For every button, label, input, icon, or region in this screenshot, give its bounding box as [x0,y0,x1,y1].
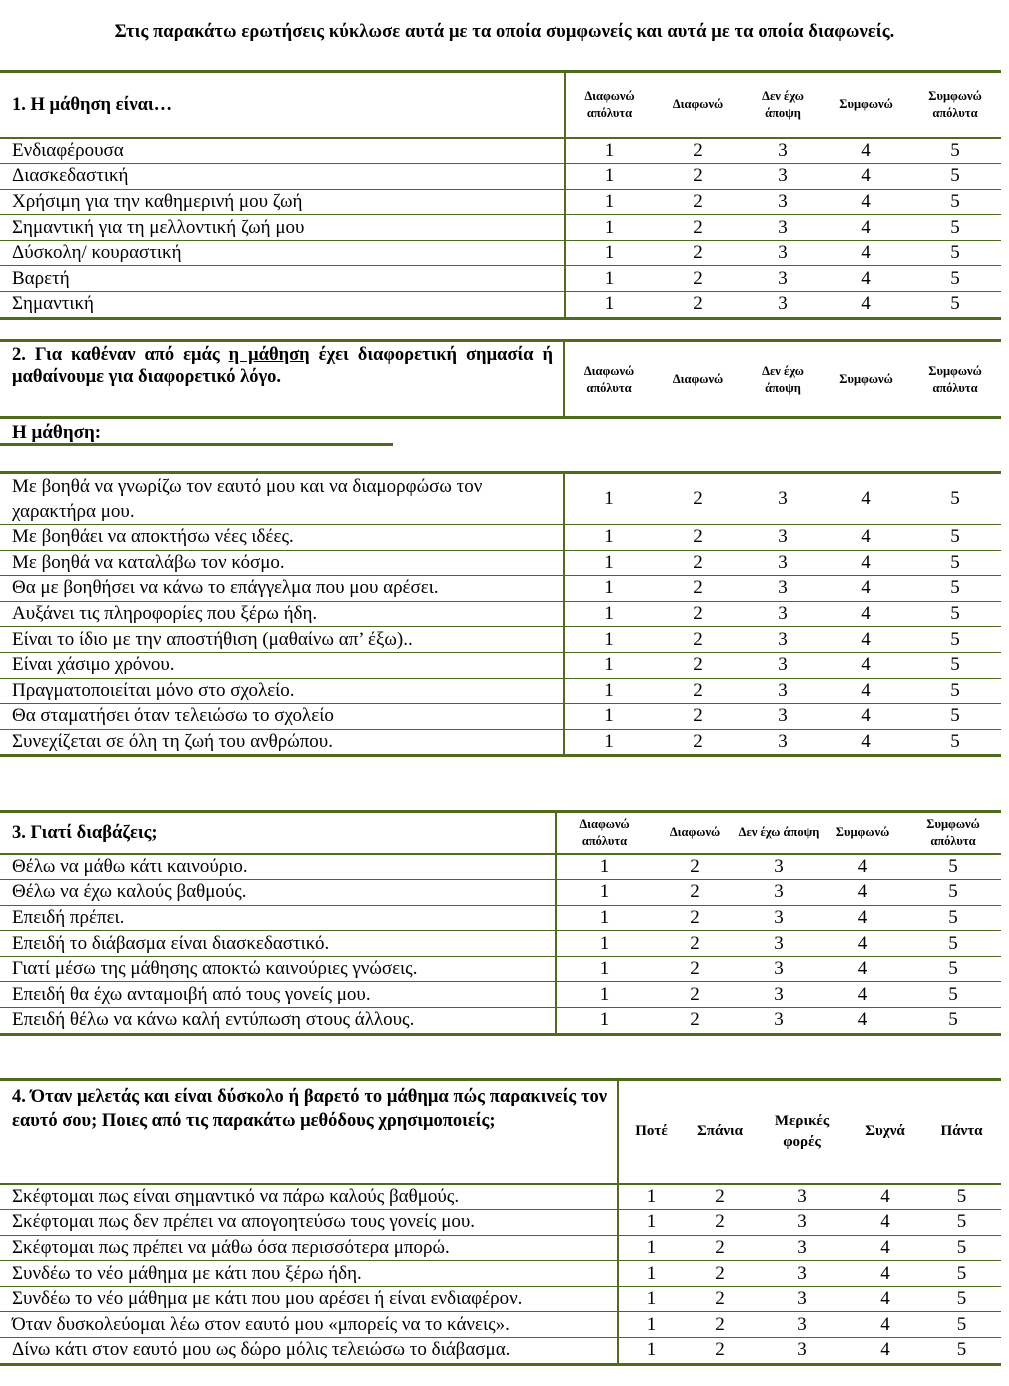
item-statement: Αυξάνει τις πληροφορίες που ξέρω ήδη. [0,601,564,627]
rating-option[interactable]: 2 [653,266,743,292]
rating-option[interactable]: 4 [823,729,909,756]
rating-option[interactable]: 2 [684,1184,756,1210]
item-statement: Διασκεδαστική [0,164,565,190]
rating-option[interactable]: 5 [909,550,1001,576]
scale-header: Σπάνια [684,1080,756,1184]
rating-option[interactable]: 2 [653,601,743,627]
item-statement: Με βοηθά να γνωρίζω τον εαυτό μου και να διαμορφώσω τον χαρακτήρα μου. [0,474,564,525]
rating-option[interactable]: 4 [823,164,909,190]
rating-option[interactable]: 5 [909,601,1001,627]
rating-option[interactable]: 1 [618,1235,684,1261]
rating-option[interactable]: 2 [653,138,743,164]
rating-option[interactable]: 2 [684,1210,756,1236]
section1-title: 1. Η μάθηση είναι… [0,72,565,138]
rating-option[interactable]: 3 [743,474,823,525]
section2-header-rule [0,416,1001,419]
item-row [0,704,1001,730]
rating-option[interactable]: 2 [652,905,738,931]
rating-option[interactable]: 2 [653,576,743,602]
rating-option[interactable]: 4 [848,1261,922,1287]
scale-header: Μερικές φορές [756,1080,848,1184]
item-row [0,525,1001,551]
item-statement: Θέλω να έχω καλούς βαθμούς. [0,880,556,906]
rating-option[interactable]: 1 [564,704,653,730]
rating-option[interactable]: 5 [909,525,1001,551]
rating-option[interactable]: 2 [653,550,743,576]
rating-option[interactable]: 4 [823,138,909,164]
rating-option[interactable]: 2 [653,240,743,266]
item-row [0,1312,1001,1338]
item-row [0,905,1001,931]
rating-option[interactable]: 2 [653,678,743,704]
item-row [0,550,1001,576]
item-statement: Επειδή το διάβασμα είναι διασκεδαστικό. [0,931,556,957]
rating-option[interactable]: 4 [820,982,905,1008]
rating-option[interactable]: 5 [922,1235,1001,1261]
rating-option[interactable]: 2 [653,729,743,756]
item-row [0,854,1001,880]
rating-option[interactable]: 3 [743,550,823,576]
rating-option[interactable]: 1 [565,138,653,164]
scale-header: Δεν έχω άποψη [743,72,823,138]
item-row [0,1008,1001,1035]
rating-option[interactable]: 1 [564,550,653,576]
item-statement: Με βοηθάει να αποκτήσω νέες ιδέες. [0,525,564,551]
item-statement: Επειδή θέλω να κάνω καλή εντύπωση στους άλλους. [0,1008,556,1035]
item-statement: Θα με βοηθήσει να κάνω το επάγγελμα που μου αρέσει. [0,576,564,602]
rating-option[interactable]: 5 [909,164,1001,190]
item-statement: Γιατί μέσω της μάθησης αποκτώ καινούριες γνώσεις. [0,956,556,982]
rating-option[interactable]: 2 [684,1235,756,1261]
rating-option[interactable]: 3 [743,601,823,627]
item-row [0,1338,1001,1365]
rating-option[interactable]: 4 [823,474,909,525]
rating-option[interactable]: 3 [743,704,823,730]
rating-option[interactable]: 2 [684,1312,756,1338]
rating-option[interactable]: 4 [823,627,909,653]
rating-option[interactable]: 4 [848,1338,922,1365]
rating-option[interactable]: 2 [653,704,743,730]
scale-header: Συχνά [848,1080,922,1184]
rating-option[interactable]: 3 [743,292,823,319]
item-statement: Με βοηθά να καταλάβω τον κόσμο. [0,550,564,576]
rating-option[interactable]: 3 [756,1312,848,1338]
rating-option[interactable]: 5 [909,678,1001,704]
section3-title: 3. Γιατί διαβάζεις; [0,812,556,854]
rating-option[interactable]: 5 [909,576,1001,602]
rating-option[interactable]: 1 [565,215,653,241]
item-statement: Συνδέω το νέο μάθημα με κάτι που ξέρω ήδη. [0,1261,618,1287]
rating-option[interactable]: 5 [905,880,1001,906]
rating-option[interactable]: 5 [909,138,1001,164]
rating-option[interactable]: 2 [653,627,743,653]
rating-option[interactable]: 3 [756,1338,848,1365]
scale-header: Διαφωνώ [652,812,738,854]
item-row [0,678,1001,704]
rating-option[interactable]: 2 [653,525,743,551]
rating-option[interactable]: 3 [743,138,823,164]
section3-table [0,810,1001,1036]
item-statement: Δύσκολη/ κουραστική [0,240,565,266]
item-row [0,880,1001,906]
rating-option[interactable]: 2 [653,474,743,525]
rating-option[interactable]: 5 [905,1008,1001,1035]
rating-option[interactable]: 2 [653,164,743,190]
rating-option[interactable]: 3 [743,189,823,215]
rating-option[interactable]: 1 [618,1286,684,1312]
rating-option[interactable]: 4 [820,854,905,880]
rating-option[interactable]: 1 [564,576,653,602]
rating-option[interactable]: 5 [909,215,1001,241]
section2-table [0,471,1001,757]
item-statement: Σκέφτομαι πως πρέπει να μάθω όσα περισσότερα μπορώ. [0,1235,618,1261]
rating-option[interactable]: 5 [922,1312,1001,1338]
rating-option[interactable]: 1 [564,474,653,525]
rating-option[interactable]: 5 [905,905,1001,931]
rating-option[interactable]: 3 [738,905,820,931]
rating-option[interactable]: 2 [652,854,738,880]
item-row [0,627,1001,653]
rating-option[interactable]: 3 [738,880,820,906]
rating-option[interactable]: 5 [922,1261,1001,1287]
rating-option[interactable]: 1 [556,931,652,957]
item-statement: Ενδιαφέρουσα [0,138,565,164]
rating-option[interactable]: 4 [820,1008,905,1035]
rating-option[interactable]: 3 [738,854,820,880]
rating-option[interactable]: 5 [909,474,1001,525]
scale-header: Πάντα [922,1080,1001,1184]
scale-header: Διαφωνώ [653,72,743,138]
item-statement: Βαρετή [0,266,565,292]
rating-option[interactable]: 1 [618,1184,684,1210]
item-statement: Συνδέω το νέο μάθημα με κάτι που μου αρέσει ή είναι ενδιαφέρον. [0,1286,618,1312]
item-statement: Θέλω να μάθω κάτι καινούριο. [0,854,556,880]
rating-option[interactable]: 5 [922,1210,1001,1236]
rating-option[interactable]: 2 [653,189,743,215]
item-statement: Δίνω κάτι στον εαυτό μου ως δώρο μόλις τελειώσω το διάβασμα. [0,1338,618,1365]
section1-table [0,70,1001,320]
item-row [0,266,1001,292]
rating-option[interactable]: 1 [564,525,653,551]
rating-option[interactable]: 1 [565,266,653,292]
rating-option[interactable]: 5 [922,1286,1001,1312]
rating-option[interactable]: 4 [823,525,909,551]
rating-option[interactable]: 1 [565,240,653,266]
scale-header: Δεν έχω άποψη [762,363,804,395]
item-statement: Σημαντική [0,292,565,319]
rating-option[interactable]: 2 [684,1286,756,1312]
rating-option[interactable]: 5 [909,189,1001,215]
item-row [0,215,1001,241]
item-row [0,729,1001,756]
rating-option[interactable]: 4 [823,550,909,576]
rating-option[interactable]: 4 [823,266,909,292]
item-row [0,1184,1001,1210]
item-statement: Πραγματοποιείται μόνο στο σχολείο. [0,678,564,704]
item-statement: Επειδή πρέπει. [0,905,556,931]
rating-option[interactable]: 3 [756,1210,848,1236]
rating-option[interactable]: 2 [652,880,738,906]
item-statement: Είναι το ίδιο με την αποστήθιση (μαθαίνω απ’ έξω).. [0,627,564,653]
rating-option[interactable]: 4 [823,215,909,241]
section2-title: 2. Για καθέναν από εμάς η μάθηση έχει διαφορετική σημασία ή μαθαίνουμε για διαφορετικό λόγο. [12,345,553,387]
rating-option[interactable]: 4 [823,652,909,678]
section2-subheading: Η μάθηση: [12,422,102,443]
rating-option[interactable]: 1 [556,956,652,982]
scale-header: Συμφωνώ [823,72,909,138]
rating-option[interactable]: 3 [743,525,823,551]
item-row [0,189,1001,215]
rating-option[interactable]: 1 [565,292,653,319]
rating-option[interactable]: 5 [922,1338,1001,1365]
item-row [0,1261,1001,1287]
rating-option[interactable]: 2 [653,292,743,319]
rating-option[interactable]: 1 [564,652,653,678]
rating-option[interactable]: 1 [556,854,652,880]
page-title: Στις παρακάτω ερωτήσεις κύκλωσε αυτά με τα οποία συμφωνείς και αυτά με τα οποία διαφωνείς. [114,22,895,42]
rating-option[interactable]: 3 [738,956,820,982]
rating-option[interactable]: 2 [653,652,743,678]
item-row [0,1210,1001,1236]
rating-option[interactable]: 3 [743,729,823,756]
item-statement: Όταν δυσκολεύομαι λέω στον εαυτό μου «μπορείς να το κάνεις». [0,1312,618,1338]
rating-option[interactable]: 4 [823,292,909,319]
rating-option[interactable]: 5 [909,240,1001,266]
rating-option[interactable]: 1 [618,1261,684,1287]
item-statement: Σημαντική για τη μελλοντική ζωή μου [0,215,565,241]
rating-option[interactable]: 4 [820,905,905,931]
section2-title-underlined: η μάθηση [228,345,310,365]
rating-option[interactable]: 1 [556,880,652,906]
rating-option[interactable]: 4 [820,931,905,957]
rating-option[interactable]: 3 [743,678,823,704]
scale-header: Διαφωνώ απόλυτα [556,812,652,854]
rating-option[interactable]: 4 [823,189,909,215]
item-row [0,601,1001,627]
rating-option[interactable]: 4 [823,704,909,730]
item-row [0,1235,1001,1261]
rating-option[interactable]: 1 [564,627,653,653]
item-row [0,138,1001,164]
rating-option[interactable]: 2 [652,931,738,957]
rating-option[interactable]: 1 [564,601,653,627]
rating-option[interactable]: 2 [684,1261,756,1287]
item-row [0,164,1001,190]
scale-header: Διαφωνώ απόλυτα [565,72,653,138]
rating-option[interactable]: 4 [820,956,905,982]
rating-option[interactable]: 3 [738,1008,820,1035]
rating-option[interactable]: 4 [848,1184,922,1210]
rating-option[interactable]: 3 [743,652,823,678]
rating-option[interactable]: 4 [848,1235,922,1261]
scale-header: Συμφωνώ απόλυτα [928,363,982,395]
rating-option[interactable]: 5 [905,982,1001,1008]
section2-subheading-rule [0,443,393,446]
rating-option[interactable]: 3 [743,627,823,653]
item-row [0,576,1001,602]
rating-option[interactable]: 2 [653,215,743,241]
rating-option[interactable]: 1 [564,729,653,756]
scale-header: Ποτέ [618,1080,684,1184]
scale-header: Συμφωνώ απόλυτα [905,812,1001,854]
section4-table [0,1078,1001,1366]
item-statement: Θα σταματήσει όταν τελειώσω το σχολείο [0,704,564,730]
rating-option[interactable]: 1 [618,1210,684,1236]
rating-option[interactable]: 1 [556,1008,652,1035]
rating-option[interactable]: 5 [909,266,1001,292]
item-statement: Σκέφτομαι πως δεν πρέπει να απογοητεύσω τους γονείς μου. [0,1210,618,1236]
rating-option[interactable]: 4 [823,576,909,602]
rating-option[interactable]: 2 [652,956,738,982]
rating-option[interactable]: 5 [909,652,1001,678]
rating-option[interactable]: 5 [905,931,1001,957]
scale-header: Διαφωνώ [672,372,724,386]
rating-option[interactable]: 4 [820,880,905,906]
rating-option[interactable]: 3 [756,1286,848,1312]
rating-option[interactable]: 3 [738,982,820,1008]
section2-header [0,342,1001,417]
item-statement: Είναι χάσιμο χρόνου. [0,652,564,678]
item-row [0,982,1001,1008]
item-statement: Σκέφτομαι πως είναι σημαντικό να πάρω καλούς βαθμούς. [0,1184,618,1210]
item-statement: Συνεχίζεται σε όλη τη ζωή του ανθρώπου. [0,729,564,756]
rating-option[interactable]: 4 [848,1312,922,1338]
rating-option[interactable]: 3 [738,931,820,957]
scale-header: Συμφωνώ [839,372,893,386]
rating-option[interactable]: 3 [756,1184,848,1210]
scale-header: Συμφωνώ [820,812,905,854]
rating-option[interactable]: 5 [905,854,1001,880]
rating-option[interactable]: 5 [922,1184,1001,1210]
rating-option[interactable]: 1 [565,189,653,215]
scale-header: Συμφωνώ απόλυτα [909,72,1001,138]
rating-option[interactable]: 5 [909,292,1001,319]
item-row [0,956,1001,982]
item-row [0,474,1001,525]
rating-option[interactable]: 4 [823,601,909,627]
rating-option[interactable]: 4 [823,678,909,704]
rating-option[interactable]: 5 [909,627,1001,653]
section4-title: 4. Όταν μελετάς και είναι δύσκολο ή βαρετό το μάθημα πώς παρακινείς τον εαυτό σου; Ποιες από τις παρακάτω μεθόδους χρησιμοποιείς; [0,1080,618,1184]
rating-option[interactable]: 5 [909,704,1001,730]
rating-option[interactable]: 3 [743,576,823,602]
rating-option[interactable]: 3 [743,266,823,292]
rating-option[interactable]: 4 [848,1210,922,1236]
rating-option[interactable]: 1 [565,164,653,190]
item-row [0,1286,1001,1312]
rating-option[interactable]: 4 [848,1286,922,1312]
rating-option[interactable]: 1 [556,982,652,1008]
rating-option[interactable]: 3 [756,1261,848,1287]
rating-option[interactable]: 1 [618,1312,684,1338]
item-row [0,292,1001,319]
rating-option[interactable]: 2 [652,982,738,1008]
rating-option[interactable]: 2 [652,1008,738,1035]
rating-option[interactable]: 3 [743,164,823,190]
rating-option[interactable]: 1 [618,1338,684,1365]
rating-option[interactable]: 3 [743,240,823,266]
rating-option[interactable]: 4 [823,240,909,266]
rating-option[interactable]: 3 [756,1235,848,1261]
rating-option[interactable]: 1 [556,905,652,931]
item-statement: Επειδή θα έχω ανταμοιβή από τους γονείς μου. [0,982,556,1008]
rating-option[interactable]: 2 [684,1338,756,1365]
item-statement: Χρήσιμη για την καθημερινή μου ζωή [0,189,565,215]
item-row [0,652,1001,678]
scale-header: Δεν έχω άποψη [738,812,820,854]
rating-option[interactable]: 1 [564,678,653,704]
scale-header: Διαφωνώ απόλυτα [564,342,653,417]
rating-option[interactable]: 5 [905,956,1001,982]
item-row [0,240,1001,266]
rating-option[interactable]: 5 [909,729,1001,756]
rating-option[interactable]: 3 [743,215,823,241]
item-row [0,931,1001,957]
